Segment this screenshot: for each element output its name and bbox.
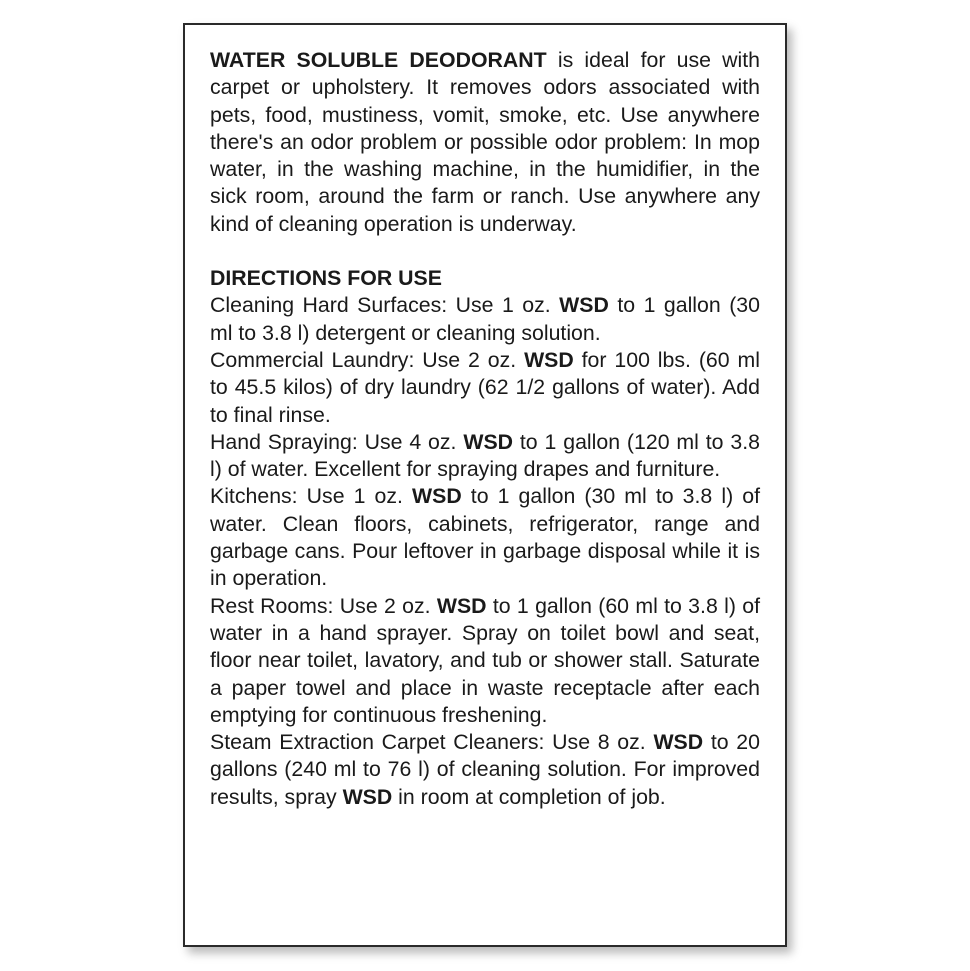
label-text-block [210,47,760,811]
wsd-abbr: WSD [524,347,574,372]
direction-text: Cleaning Hard Surfaces: Use 1 oz. [210,293,560,318]
wsd-abbr: WSD [463,429,514,454]
direction-text: Kitchens: Use 1 oz. [210,484,413,509]
wsd-abbr: WSD [342,784,393,809]
direction-item [210,729,760,811]
direction-text: for 100 lbs. (60 ml to 45.5 kilos) of dry laundry (62 1/2 gallons of water). Add to final rinse. [210,347,760,427]
direction-text: to 20 gallons (240 ml to 76 l) of cleaning solution. For improved results, spray [210,730,760,809]
direction-item [210,429,760,484]
direction-text: Steam Extraction Carpet Cleaners: Use 8 oz. [210,730,654,755]
directions-heading-text: DIRECTIONS FOR USE [210,266,442,291]
direction-text: Commercial Laundry: Use 2 oz. [210,347,525,372]
direction-text: to 1 gallon (60 ml to 3.8 l) of water in a hand sprayer. Spray on toilet bowl and seat, floor near toilet, lavatory, and tub or shower stall. Saturate a paper towel and place in waste receptacle after each emptying for continuous freshening. [210,593,760,727]
direction-text: to 1 gallon (120 ml to 3.8 l) of water. Excellent for spraying drapes and furniture. [210,429,760,482]
direction-item [210,483,760,592]
intro-paragraph [210,47,760,238]
direction-item [210,292,760,347]
wsd-abbr: WSD [653,730,704,755]
direction-text: Hand Spraying: Use 4 oz. [210,429,464,454]
direction-text: Rest Rooms: Use 2 oz. [210,593,437,618]
direction-text: in room at completion of job. [392,784,666,809]
product-label-card [183,23,787,947]
wsd-abbr: WSD [559,293,609,318]
intro-text: is ideal for use with carpet or upholstery. It removes odors associated with pets, food, mustiness, vomit, smoke, etc. Use anywhere there's an odor problem or possible odor problem: In mop water, in the washing machine, in the humidifier, in the sick room, around the farm or ranch. Use anywhere any kind of cleaning operation is underway. [210,48,760,236]
section-spacer [210,238,760,265]
direction-item [210,347,760,429]
directions-heading [210,265,760,292]
direction-text: to 1 gallon (30 ml to 3.8 l) of water. Clean floors, cabinets, refrigerator, range and garbage cans. Pour leftover in garbage disposal while it is in operation. [210,484,760,591]
wsd-abbr: WSD [412,484,462,509]
direction-text: to 1 gallon (30 ml to 3.8 l) detergent or cleaning solution. [210,293,760,345]
wsd-abbr: WSD [436,593,487,618]
product-title: WATER SOLUBLE DEODORANT [210,48,547,72]
direction-item [210,593,760,729]
